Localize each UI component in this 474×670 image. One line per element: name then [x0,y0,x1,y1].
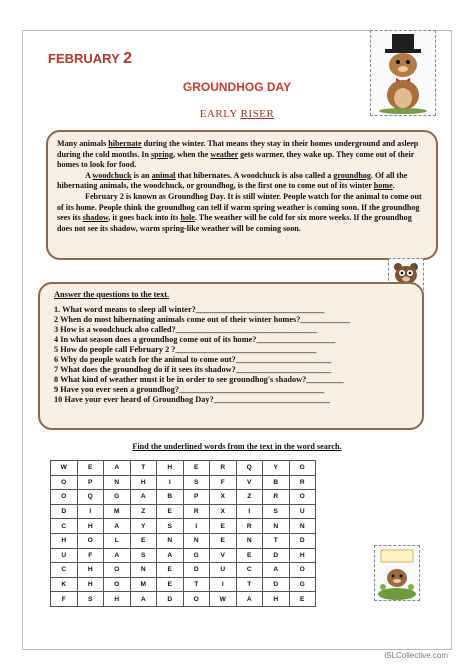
wordsearch-cell[interactable]: N [263,519,290,534]
reading-text: gets warmer, they wake up. They come out of their homes to look for food. [57,149,415,170]
footer-credit: iSLCollective.com [384,651,448,660]
wordsearch-cell[interactable]: S [77,592,104,607]
wordsearch-cell[interactable]: I [236,504,263,519]
wordsearch-cell[interactable]: D [51,504,78,519]
wordsearch-cell[interactable]: T [130,461,157,476]
reading-text: during the winter. That means they stay in their homes underground and asleep during the cold months. In [57,139,419,159]
wordsearch-cell[interactable]: A [104,461,131,476]
wordsearch-cell[interactable]: G [289,461,316,476]
wordsearch-row [51,577,316,592]
wordsearch-cell[interactable]: E [77,461,104,476]
wordsearch-cell[interactable]: I [157,475,184,490]
wordsearch-row [51,519,316,534]
wordsearch-grid [50,460,316,607]
wordsearch-cell[interactable]: D [263,577,290,592]
underlined-word: shadow [82,213,109,223]
groundhog-illustration-icon [371,31,435,115]
wordsearch-cell[interactable]: O [77,533,104,548]
wordsearch-cell[interactable]: A [130,490,157,505]
wordsearch-cell[interactable]: D [263,548,290,563]
wordsearch-cell[interactable]: G [289,577,316,592]
questions-list [54,305,408,405]
question-item: 3 How is a woodchuck also called?__________________________________ [54,325,317,334]
reading-text: Many animals [57,139,109,148]
reading-text: , it goes back into its [108,213,181,223]
wordsearch-cell[interactable]: M [130,577,157,592]
wordsearch-cell[interactable]: K [51,577,78,592]
wordsearch-cell[interactable]: C [236,563,263,578]
wordsearch-cell[interactable]: A [104,519,131,534]
underlined-word: woodchuck [92,170,132,180]
wordsearch-cell[interactable]: Y [263,461,290,476]
date-month: FEBRUARY [48,51,120,66]
wordsearch-cell[interactable]: I [77,504,104,519]
question-item: 4 In what season does a groundhog come out of its home?___________________ [54,335,336,344]
wordsearch-cell[interactable]: Z [236,490,263,505]
question-item: 7 What does the groundhog do if it sees its shadow?_______________________ [54,365,332,374]
question-item: 1. What word means to sleep all winter?_______________________________ [54,305,325,314]
wordsearch-cell[interactable]: E [157,504,184,519]
reading-passage [46,130,438,260]
wordsearch-cell[interactable]: Q [77,490,104,505]
wordsearch-cell[interactable]: X [210,490,237,505]
questions-heading [54,290,408,300]
wordsearch-cell[interactable]: T [236,577,263,592]
wordsearch-cell[interactable]: D [289,533,316,548]
reading-text: . Of all the hibernating animals, the woodchuck, or groundhog, is the first one to come out of its winter [57,170,408,191]
wordsearch-cell[interactable]: C [51,519,78,534]
wordsearch-title-text: Find the underlined words from the text in the word search. [132,442,342,451]
wordsearch-cell[interactable]: D [157,592,184,607]
wordsearch-cell[interactable]: L [104,533,131,548]
wordsearch-cell[interactable]: X [210,504,237,519]
wordsearch-cell[interactable]: C [51,563,78,578]
wordsearch-cell[interactable]: F [77,548,104,563]
question-item: 9 Have you ever seen a groundhog?___________________________________ [54,385,325,394]
worksheet-title: GROUNDHOG DAY [182,80,292,94]
underlined-word: weather [210,149,239,159]
date-day: 2 [123,50,133,67]
wordsearch-cell[interactable]: N [289,519,316,534]
wordsearch-row [51,533,316,548]
wordsearch-cell[interactable]: H [157,461,184,476]
wordsearch-cell[interactable]: Z [130,504,157,519]
worksheet-date [48,50,132,68]
underlined-word: animal [151,170,176,180]
reading-text: . The weather will be cold for six more weeks. If the groundhog does not see its shadow, warm spring-like weather will be coming soon. [57,213,412,233]
underlined-word: spring [151,149,174,159]
wordsearch-cell[interactable]: A [263,563,290,578]
questions-box [38,282,424,430]
subtitle-word-2: RISER [240,108,275,120]
wordsearch-cell[interactable]: A [130,592,157,607]
wordsearch-cell[interactable]: G [183,548,210,563]
wordsearch-cell[interactable]: A [236,592,263,607]
wordsearch-cell[interactable]: O [51,490,78,505]
wordsearch-cell[interactable]: Y [130,519,157,534]
wordsearch-cell[interactable]: N [183,533,210,548]
underlined-word: hibernate [108,139,142,148]
underlined-word: hole [180,213,195,223]
wordsearch-cell[interactable]: H [289,548,316,563]
wordsearch-cell[interactable]: T [263,533,290,548]
question-item: 8 What kind of weather must it be in order to see groundhog's shadow?_________ [54,375,344,384]
wordsearch-cell[interactable]: R [183,504,210,519]
wordsearch-cell[interactable]: O [104,563,131,578]
reading-text: A [85,170,93,180]
wordsearch-cell[interactable]: M [104,504,131,519]
wordsearch-cell[interactable]: N [157,533,184,548]
wordsearch-cell[interactable]: H [130,475,157,490]
wordsearch-cell[interactable]: D [183,563,210,578]
wordsearch-cell[interactable]: O [289,490,316,505]
question-item: 5 How do people call February 2 ?__________________________________ [54,345,317,354]
wordsearch-cell[interactable]: U [289,504,316,519]
subtitle-word-1: EARLY [199,108,238,120]
wordsearch-cell[interactable]: Q [236,461,263,476]
wordsearch-cell[interactable]: N [236,533,263,548]
wordsearch-cell[interactable]: H [77,563,104,578]
wordsearch-cell[interactable]: N [130,563,157,578]
wordsearch-cell[interactable]: E [157,577,184,592]
wordsearch-row [51,563,316,578]
reading-text: . [392,181,395,191]
reading-paragraph-1 [57,139,427,171]
wordsearch-cell[interactable]: R [289,475,316,490]
wordsearch-cell[interactable]: F [210,475,237,490]
wordsearch-cell[interactable]: E [289,592,316,607]
wordsearch-cell[interactable]: E [210,519,237,534]
reading-paragraph-2 [57,171,427,192]
wordsearch-row [51,504,316,519]
reading-text: February 2 is known as Groundhog Day. It is still winter. People watch for the animal to come out of its home. People think the groundhog can tell if warm spring weather is coming soon. If the groundhog sees its [57,191,422,223]
reading-text: , when the [173,149,211,159]
wordsearch-title [0,442,474,451]
wordsearch-cell[interactable]: O [51,475,78,490]
wordsearch-cell[interactable]: T [183,577,210,592]
happy-groundhog-day-image [374,545,420,601]
wordsearch-cell[interactable]: H [77,519,104,534]
wordsearch-cell[interactable]: E [210,533,237,548]
wordsearch-cell[interactable]: E [183,461,210,476]
wordsearch-cell[interactable]: A [104,548,131,563]
wordsearch-cell[interactable]: R [210,461,237,476]
wordsearch-cell[interactable]: R [236,519,263,534]
wordsearch-cell[interactable]: S [263,504,290,519]
underlined-word: home [373,181,393,191]
reading-text: is an [131,170,152,180]
wordsearch-cell[interactable]: O [104,577,131,592]
wordsearch-cell[interactable]: N [104,475,131,490]
wordsearch-cell[interactable]: B [157,490,184,505]
wordsearch-cell[interactable]: E [157,563,184,578]
wordsearch-cell[interactable]: P [77,475,104,490]
wordsearch-cell[interactable]: V [236,475,263,490]
wordsearch-cell[interactable]: W [210,592,237,607]
groundhog-card-icon [375,546,419,600]
wordsearch-cell[interactable]: I [183,519,210,534]
question-item: 2 When do most hibernating animals come out of their winter homes?____________ [54,315,351,324]
question-item: 6 Why do people watch for the animal to come out?_______________________ [54,355,332,364]
wordsearch-cell[interactable]: O [289,563,316,578]
groundhog-top-hat-image [370,30,436,116]
wordsearch-cell[interactable]: U [51,548,78,563]
wordsearch-cell[interactable]: V [210,548,237,563]
wordsearch-cell[interactable]: S [183,475,210,490]
wordsearch-cell[interactable]: H [51,533,78,548]
wordsearch-row [51,490,316,505]
wordsearch-cell[interactable]: H [263,592,290,607]
reading-text: that hibernates. A woodchuck is also called a [175,170,334,180]
wordsearch-cell[interactable]: A [157,548,184,563]
wordsearch-row [51,548,316,563]
underlined-word: groundhog [333,170,371,180]
wordsearch-cell[interactable]: H [104,592,131,607]
wordsearch-cell[interactable]: W [51,461,78,476]
wordsearch-cell[interactable]: I [210,577,237,592]
wordsearch-cell[interactable]: G [104,490,131,505]
wordsearch-row [51,475,316,490]
wordsearch-cell[interactable]: S [157,519,184,534]
wordsearch-cell[interactable]: P [183,490,210,505]
questions-heading-text: Answer the questions to the text. [54,290,170,299]
wordsearch-cell[interactable]: F [51,592,78,607]
wordsearch-row [51,461,316,476]
wordsearch-cell[interactable]: H [77,577,104,592]
question-item: 10 Have your ever heard of Groundhog Day?____________________________ [54,395,330,404]
wordsearch-cell[interactable]: S [130,548,157,563]
wordsearch-cell[interactable]: B [263,475,290,490]
wordsearch-cell[interactable]: E [236,548,263,563]
reading-paragraph-3 [57,192,427,234]
wordsearch-row [51,592,316,607]
wordsearch-cell[interactable]: E [130,533,157,548]
wordsearch-cell[interactable]: R [263,490,290,505]
wordsearch-cell[interactable]: O [183,592,210,607]
wordsearch-cell[interactable]: U [210,563,237,578]
